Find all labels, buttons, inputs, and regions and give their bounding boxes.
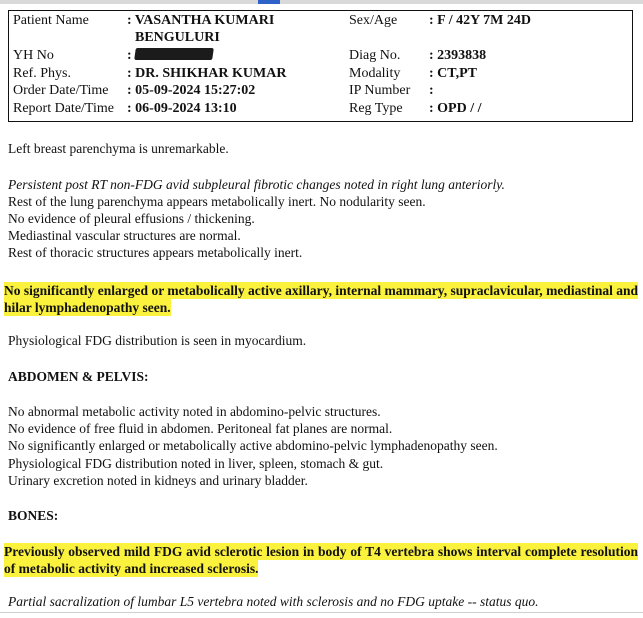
myocardium-finding: Physiological FDG distribution is seen in myocardium. — [8, 333, 307, 348]
patient-name-value-line2: BENGULURI — [135, 30, 220, 45]
reg-type-value: : OPD / / — [429, 101, 482, 116]
bone-finding-highlighted: Previously observed mild FDG avid sclerotic lesion in body of T4 vertebra shows interval complete resolution of metabolic activity and increased sclerosis. — [4, 544, 638, 576]
bones-heading: BONES: — [8, 508, 59, 523]
order-datetime-value: : 05-09-2024 15:27:02 — [127, 83, 256, 98]
redacted-block — [134, 48, 214, 60]
report-datetime-label: Report Date/Time — [13, 101, 114, 116]
scan-bottom-edge — [0, 612, 643, 613]
abdomen-finding-3: No significantly enlarged or metabolically active abdomino-pelvic lymphadenopathy seen. — [8, 438, 498, 453]
abdomen-finding-5: Urinary excretion noted in kidneys and urinary bladder. — [8, 473, 308, 488]
diag-no-label: Diag No. — [349, 48, 401, 63]
report-datetime-value: : 06-09-2024 13:10 — [127, 101, 237, 116]
modality-label: Modality — [349, 66, 401, 81]
abdomen-pelvis-heading: ABDOMEN & PELVIS: — [8, 369, 149, 384]
lung-fibrotic-finding: Persistent post RT non-FDG avid subpleural fibrotic changes noted in right lung anteriorly. — [8, 177, 505, 192]
thoracic-finding: Rest of thoracic structures appears metabolically inert. — [8, 245, 303, 260]
order-datetime-label: Order Date/Time — [13, 83, 109, 98]
abdomen-finding-1: No abnormal metabolic activity noted in abdomino-pelvic structures. — [8, 404, 381, 419]
yh-no-label: YH No — [13, 48, 54, 63]
ip-number-label: IP Number — [349, 83, 411, 98]
pleural-finding: No evidence of pleural effusions / thickening. — [8, 211, 255, 226]
abdomen-finding-2: No evidence of free fluid in abdomen. Peritoneal fat planes are normal. — [8, 421, 393, 436]
modality-value: : CT,PT — [429, 66, 477, 81]
diag-no-value: : 2393838 — [429, 48, 487, 63]
patient-header-box — [8, 10, 633, 122]
ref-phys-label: Ref. Phys. — [13, 66, 71, 81]
scan-top-accent — [258, 0, 280, 4]
reg-type-label: Reg Type — [349, 101, 403, 116]
patient-name-value: : VASANTHA KUMARI — [127, 13, 275, 28]
ip-number-value: : — [429, 83, 434, 98]
yh-no-value: : — [127, 48, 213, 64]
abdomen-finding-4: Physiological FDG distribution noted in liver, spleen, stomach & gut. — [8, 456, 384, 471]
breast-finding: Left breast parenchyma is unremarkable. — [8, 141, 229, 156]
ref-phys-value: : DR. SHIKHAR KUMAR — [127, 66, 287, 81]
lung-rest-finding: Rest of the lung parenchyma appears metabolically inert. No nodularity seen. — [8, 194, 426, 209]
sacralization-finding: Partial sacralization of lumbar L5 vertebra noted with sclerosis and no FDG uptake -- status quo. — [8, 594, 539, 609]
sex-age-value: : F / 42Y 7M 24D — [429, 13, 531, 28]
scan-top-edge — [0, 0, 643, 4]
mediastinal-finding: Mediastinal vascular structures are normal. — [8, 228, 241, 243]
sex-age-label: Sex/Age — [349, 13, 398, 28]
patient-name-label: Patient Name — [13, 13, 89, 28]
lymph-node-finding-highlighted: No significantly enlarged or metabolically active axillary, internal mammary, supraclavicular, mediastinal and hilar lymphadenopathy seen. — [4, 283, 638, 315]
